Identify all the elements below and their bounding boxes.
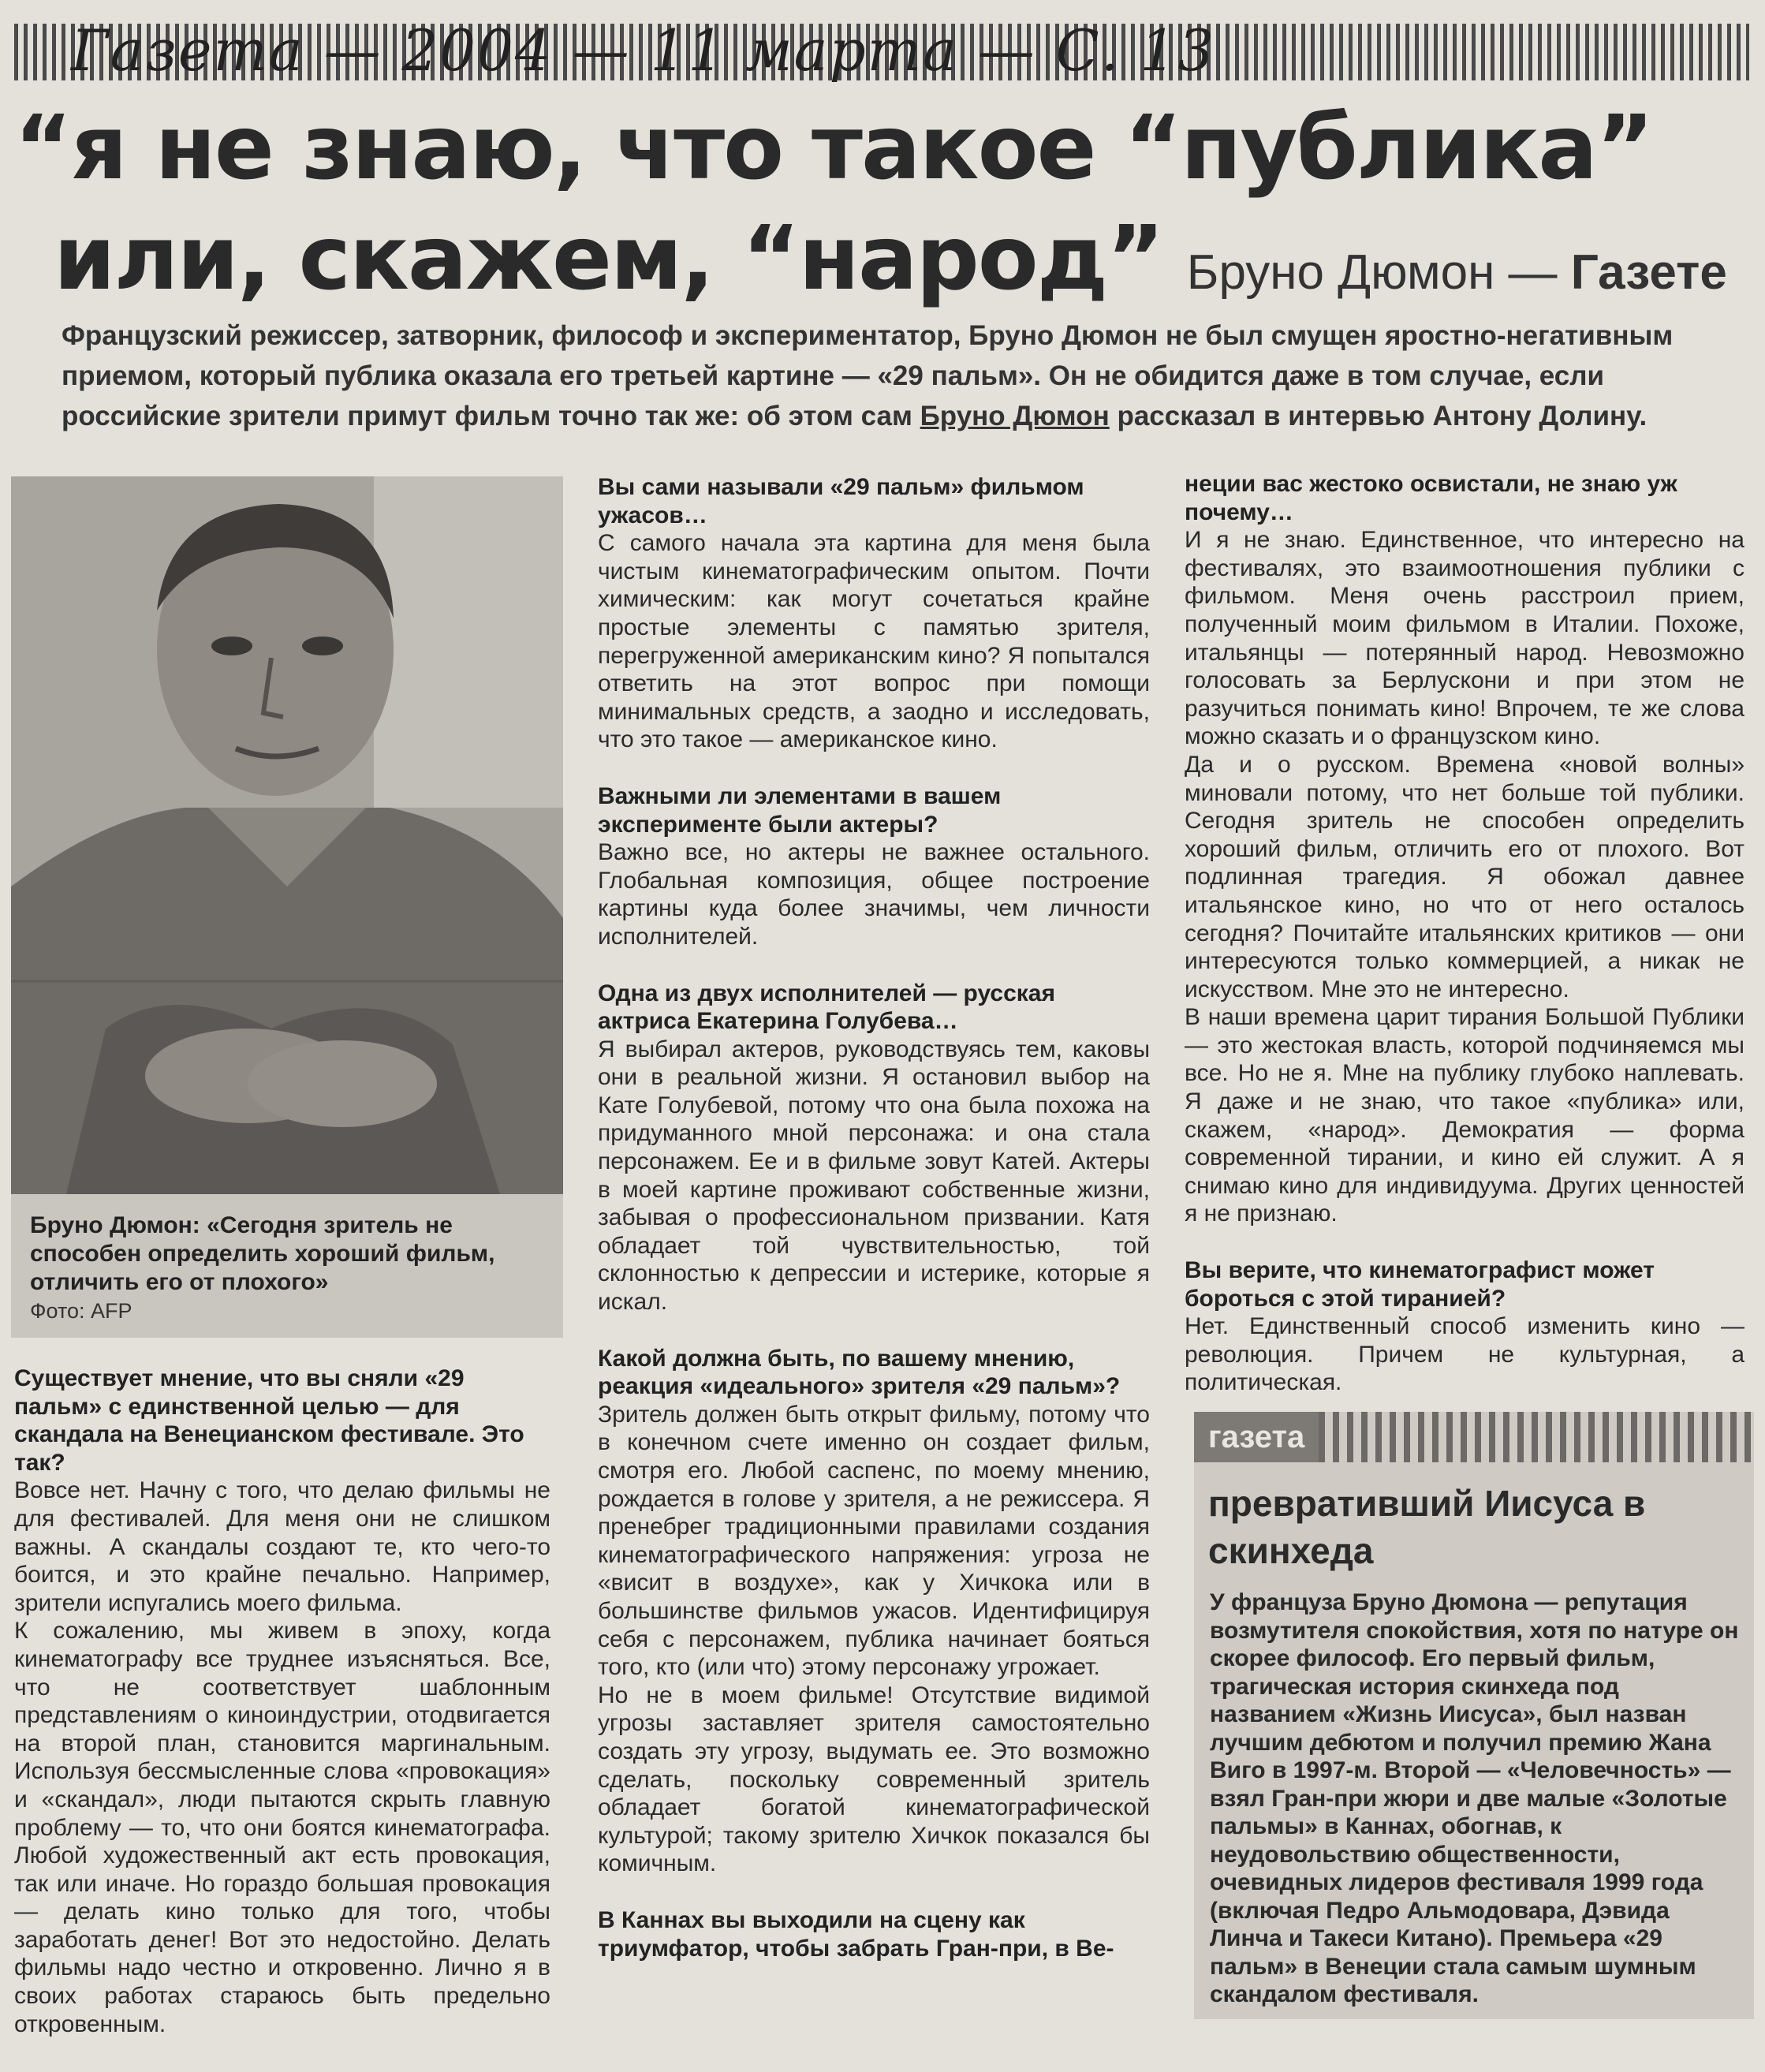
lead-underlined-name: Бруно Дюмон	[920, 401, 1110, 431]
answer-1: Вовсе нет. Начну с того, что делаю фильмы не для фестивалей. Для меня они не слишком важны. А скандалы создают те, кто чего-то боится, и это крайне печально. Например, зрители испугались моего фильма.	[14, 1477, 550, 1616]
photo-caption	[11, 1194, 563, 1338]
spacer	[598, 1878, 1150, 1906]
answer-2: С самого начала эта картина для меня была чистым кинематографическим опытом. Почти химическим: как могут сочетаться крайне простые элементы с памятью зрителя, перегруженной американским кино? Я попытался ответить на этот вопрос при помощи минимальных средств, а заодно и исследовать, что это такое — американское кино.	[598, 530, 1150, 753]
headline-line-1: “я не знаю, что такое “публика”	[14, 97, 1653, 200]
question-4: Одна из двух исполнителей — русская актриса Екатерина Голубева…	[598, 980, 1055, 1035]
answer-6-final: В наши времена царит тирания Большой Публики — это жестокая власть, которой подчиняемся мы все. Но не я. Мне на публику глубоко наплевать. Я даже и не знаю, что такое «публика» или, скажем, «народ». Демократия — форма современной тирании, и кино ей служит. А я снимаю кино для индивидуума. Других ценностей я не признаю.	[1185, 1004, 1744, 1227]
sidebar-body: У француза Бруно Дюмона — репутация возмутителя спокойствия, хотя по натуре он скорее философ. Его первый фильм, трагическая история скинхеда под названием «Жизнь Иисуса», был назван лучшим дебютом и получил премию Жана Виго в 1997-м. Второй — «Человечность» — взял Гран-при жюри и две малые «Золотые пальмы» в Каннах, обогнав, к неудовольствию общественности, очевидных лидеров фестиваля 1999 года (включая Педро Альмодовара, Дэвида Линча и Такеси Китано). Премьера «29 пальм» в Венеции стала самым шумным скандалом фестиваля.	[1210, 1589, 1739, 2007]
handwritten-date-note: Газета — 2004 — 11 марта — С. 13	[71, 17, 1216, 84]
answer-7: Нет. Единственный способ изменить кино — революция. Причем не культурная, а политическая.	[1185, 1313, 1744, 1396]
question-3: Важными ли элементами в вашем эксперименте были актеры?	[598, 782, 1002, 838]
spacer	[598, 1316, 1150, 1345]
lead-paragraph	[62, 315, 1718, 436]
column-3	[1185, 470, 1744, 1397]
question-6-continued: неции вас жестоко освистали, не знаю уж почему…	[1185, 471, 1677, 525]
column-2	[598, 473, 1150, 1962]
question-7: Вы верите, что кинематографист может бороться с этой тиранией?	[1185, 1257, 1655, 1312]
spacer	[598, 951, 1150, 980]
question-2: Вы сами называли «29 пальм» фильмом ужасов…	[598, 474, 1084, 528]
byline-outlet: Газете	[1570, 245, 1727, 300]
sidebar-box	[1194, 1412, 1754, 2019]
lead-text-mid: рассказал в интервью	[1109, 401, 1433, 431]
answer-5-continued: Но не в моем фильме! Отсутствие видимой угрозы заставляет зрителя самостоятельно создать эту угрозу, выдумать ее. Это возможно сделать, поскольку современный зритель обладает богатой кинематографической культурой; такому зрителю Хичкок показался бы комичным.	[598, 1682, 1150, 1877]
answer-6-continued: Да и о русском. Времена «новой волны» миновали потому, что нет больше той публики. Сегодня зритель не способен определить хороший фильм, отличить его от плохого. Вот подлинная трагедия. Я обожал давнее итальянское кино, но что от него осталось сегодня? Почитайте итальянских критиков — они интересуются только коммерцией, а никак не искусством. Мне это не интересно.	[1185, 751, 1744, 1002]
portrait-illustration	[11, 476, 563, 1194]
photo-caption-text: Бруно Дюмон: «Сегодня зритель не способен определить хороший фильм, отличить его от плохого»	[30, 1212, 495, 1295]
answer-6: И я не знаю. Единственное, что интересно на фестивалях, это взаимоотношения публики с фильмом. Меня очень расстроил прием, полученный моим фильмом в Италии. Похоже, итальянцы — потерянный народ. Невозможно голосовать за Берлускони и при этом не разучиться понимать кино! Впрочем, те же слова можно сказать и о французском кино.	[1185, 527, 1744, 750]
answer-4: Я выбирал актеров, руководствуясь тем, каковы они в реальной жизни. Я остановил выбор на Кате Голубевой, потому что она была похожа на придуманного мной персонажа: и она стала персонажем. Ее и в фильме зовут Катей. Актеры в моей картине проживают собственные жизни, забывая о профессиональном призвании. Катя обладает той чувствительностью, той склонностью к депрессии и истерике, которые я искал.	[598, 1036, 1150, 1316]
portrait-photo	[11, 476, 563, 1194]
question-1: Существует мнение, что вы сняли «29 пальм» с единственной целью — для скандала на Венецианском фестивале. Это так?	[14, 1365, 524, 1476]
byline	[1187, 245, 1727, 300]
sidebar-label: газета	[1194, 1412, 1319, 1462]
sidebar-title: превративший Иисуса в скинхеда	[1208, 1483, 1646, 1571]
lead-text-end: .	[1639, 401, 1647, 431]
lead-interviewer: Антону Долину	[1432, 401, 1640, 431]
headline-line-2	[14, 203, 1749, 328]
answer-1-continued: К сожалению, мы живем в эпоху, когда кинематографу все труднее изъясняться. Все, что не соответствует шаблонным представлениям о киноиндустрии, отодвигается на второй план, становится маргинальным. Используя бессмысленные слова «провокация» и «скандал», люди пытаются скрыть главную проблему — то, что они боятся кинематографа. Любой художественный акт есть провокация, так или иначе. Но гораздо большая провокация — делать кино только для того, чтобы заработать денег! Вот это недостойно. Делать фильмы надо честно и откровенно. Лично я в своих работах стараюсь быть предельно откровенным.	[14, 1618, 550, 2037]
byline-name: Бруно Дюмон —	[1186, 245, 1558, 300]
question-6: В Каннах вы выходили на сцену как триумфатор, чтобы забрать Гран-при, в Ве-	[598, 1906, 1114, 1962]
lead-text-start: Французский режиссер, затворник, философ и экспериментатор, Бруно Дюмон не был смущен яростно-негативным приемом, который публика оказала его третьей картине — «29 пальм». Он не обидится даже в том случае, если российские зрители примут фильм точно так же: об этом сам	[62, 320, 1674, 431]
headline-line-2-text: или, скажем, “народ”	[54, 207, 1163, 310]
sidebar-header	[1194, 1412, 1754, 1462]
photo-credit: Фото: AFP	[30, 1299, 132, 1323]
answer-3: Важно все, но актеры не важнее остального. Глобальная композиция, общее построение картины куда более значимы, чем личности исполнителей.	[598, 839, 1150, 950]
spacer	[598, 754, 1150, 782]
headline	[14, 93, 1749, 328]
answer-5: Зритель должен быть открыт фильму, потому что в конечном счете именно он создает фильм, смотря его. Любой саспенс, по моему мнению, рождается в голове у зрителя, а не режиссера. Я пренебрег традиционными правилами создания кинематографического напряжения: угроза не «висит в воздухе», как у Хичкока или в большинстве фильмов ужасов. Идентифицируя себя с персонажем, публика начинает бояться того, кто (или что) этому персонажу угрожает.	[598, 1401, 1150, 1681]
spacer	[1185, 1228, 1744, 1256]
sidebar-stripes	[1319, 1412, 1754, 1462]
question-5: Какой должна быть, по вашему мнению, реакция «идеального» зрителя «29 пальм»?	[598, 1345, 1121, 1400]
column-1	[14, 1365, 550, 2038]
